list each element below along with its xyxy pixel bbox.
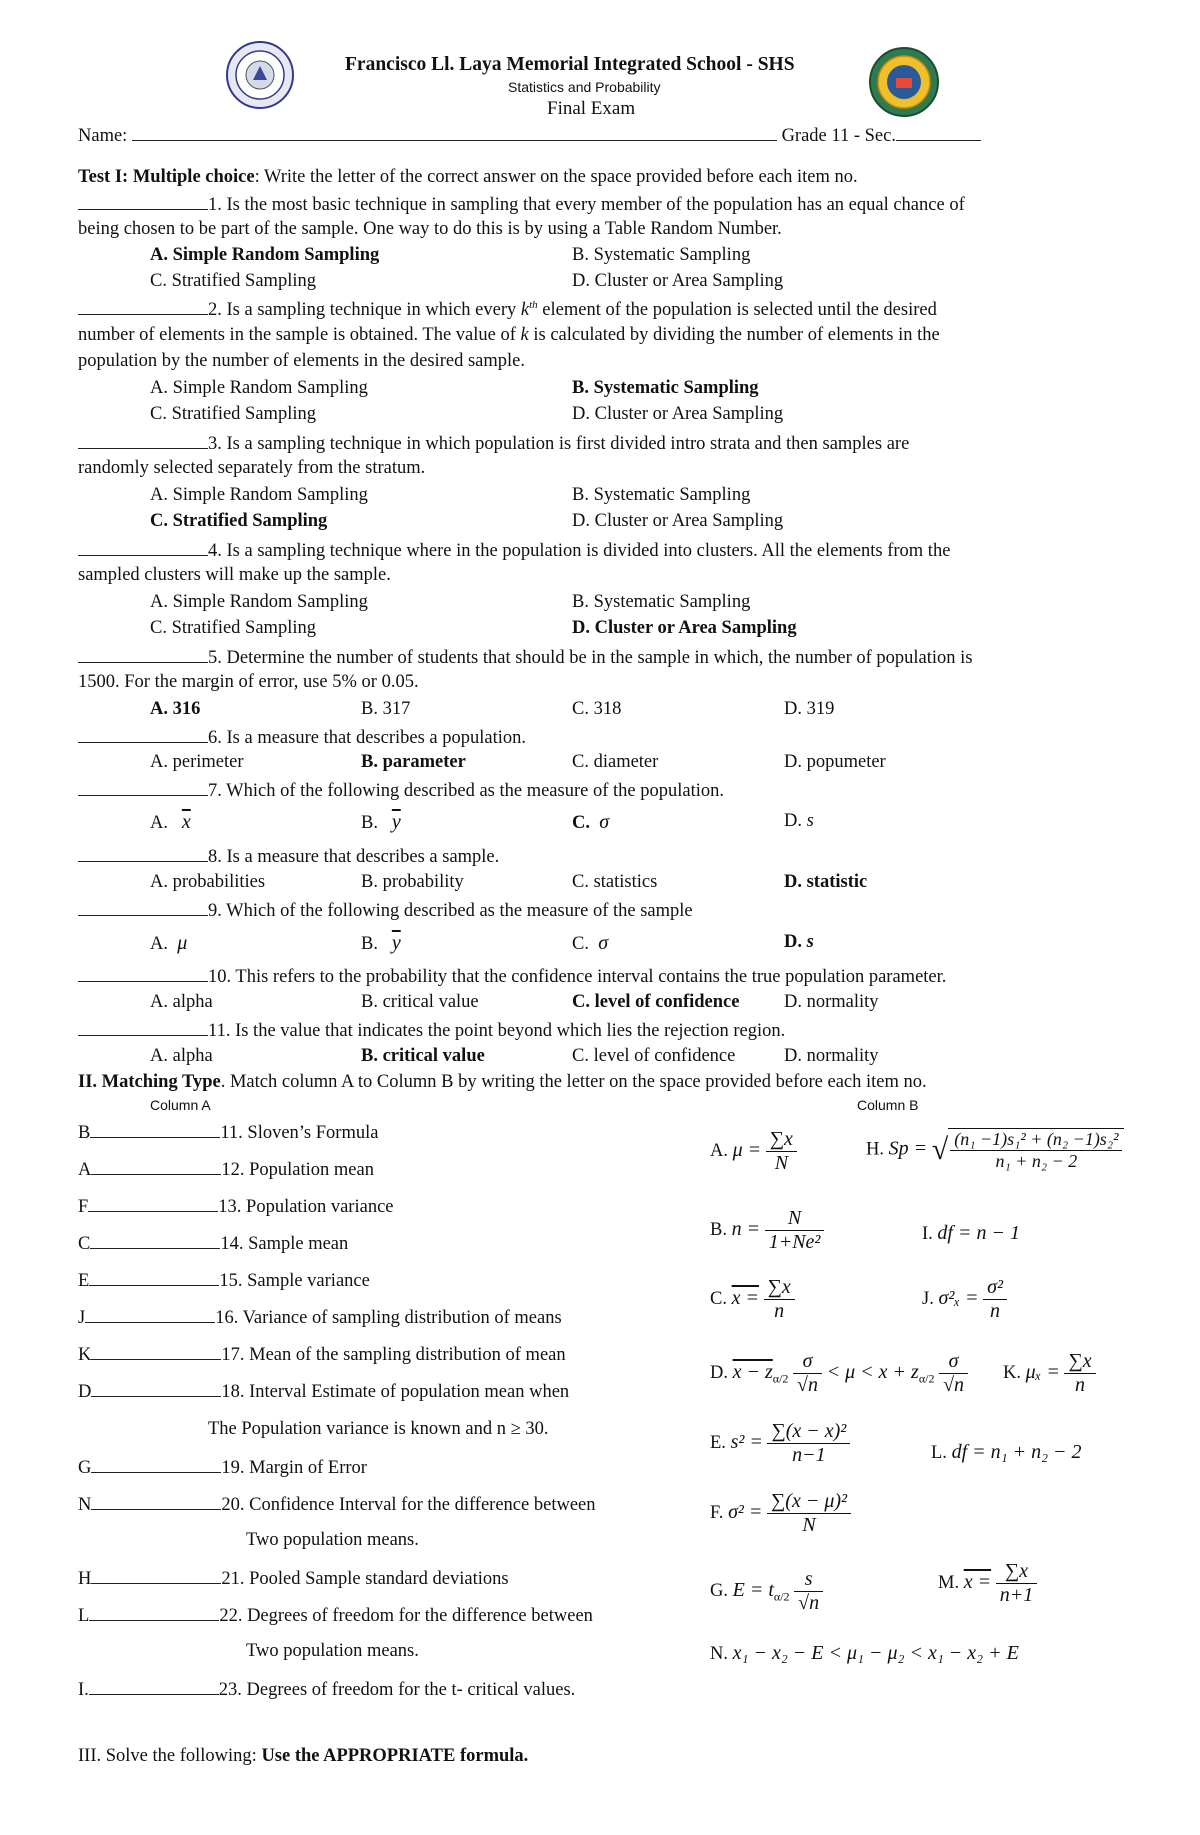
column-b-header: Column B <box>857 1097 919 1113</box>
answer-blank-3[interactable] <box>78 432 208 449</box>
test2-instruction: II. Matching Type. Match column A to Column B by writing the letter on the space provided before each item no. <box>78 1072 927 1092</box>
matching-answer: K <box>78 1345 92 1365</box>
q6-option-d: D. popumeter <box>784 752 886 772</box>
q7-option-b: B. $\overline{y}$ <box>361 811 401 833</box>
matching-blank[interactable] <box>89 1678 219 1695</box>
matching-answer: N <box>78 1495 92 1515</box>
question-2: 2. Is a sampling technique in which every $k^{th}$ element of the population is selected until the desired <box>78 298 937 321</box>
q7-option-c: C. σ <box>572 811 610 833</box>
matching-answer: I. <box>78 1680 89 1700</box>
matching-label: 20. Confidence Interval for the difference between <box>221 1495 596 1515</box>
question-8: 8. Is a measure that describes a sample. <box>78 845 499 868</box>
question-3-cont: randomly selected separately from the stratum. <box>78 458 426 478</box>
matching-item <box>78 1306 562 1329</box>
q7-option-d: D. s <box>784 811 814 831</box>
item-18-cont: The Population variance is known and n ≥ 30. <box>208 1419 549 1439</box>
answer-blank-10[interactable] <box>78 965 208 982</box>
q6-option-b: B. parameter <box>361 752 466 772</box>
answer-blank-1[interactable] <box>78 193 208 210</box>
matching-blank[interactable] <box>91 1493 221 1510</box>
matching-blank[interactable] <box>89 1269 219 1286</box>
matching-answer: H <box>78 1569 92 1589</box>
matching-item <box>78 1158 374 1181</box>
name-label: Name: <box>78 126 128 146</box>
answer-blank-8[interactable] <box>78 845 208 862</box>
q5-option-b: B. 317 <box>361 699 411 719</box>
q2-option-a: A. Simple Random Sampling <box>150 378 368 398</box>
q2-option-c: C. Stratified Sampling <box>150 404 316 424</box>
formula-h: H. Sp = √ $\frac{\text{(n₁ −1)s₁² + (n₂ −1)s₂²}}{\text{n₁ + n₂ − 2}}$ <box>866 1128 1124 1172</box>
q10-option-b: B. critical value <box>361 992 479 1012</box>
question-2-cont: number of elements in the sample is obtained. The value of k is calculated by dividing the number of elements in the <box>78 325 940 345</box>
answer-blank-6[interactable] <box>78 726 208 743</box>
q9-option-a: A. μ <box>150 932 188 954</box>
q9-option-d: D. s <box>784 932 814 952</box>
matching-label: 18. Interval Estimate of population mean when <box>221 1382 570 1402</box>
q5-option-c: C. 318 <box>572 699 622 719</box>
q5-option-a: A. 316 <box>150 699 201 719</box>
answer-blank-4[interactable] <box>78 539 208 556</box>
matching-label: 16. Variance of sampling distribution of means <box>215 1308 562 1328</box>
item-22-cont: Two population means. <box>246 1641 419 1661</box>
matching-answer: A <box>78 1160 92 1180</box>
answer-blank-2[interactable] <box>78 298 208 315</box>
matching-blank[interactable] <box>91 1380 221 1397</box>
matching-label: 14. Sample mean <box>220 1234 349 1254</box>
q11-option-c: C. level of confidence <box>572 1046 736 1066</box>
question-5-cont: 1500. For the margin of error, use 5% or 0.05. <box>78 672 419 692</box>
question-10: 10. This refers to the probability that the confidence interval contains the true population parameter. <box>78 965 946 988</box>
formula-n: N. x₁ − x₂ − E < μ₁ − μ₂ < x₁ − x₂ + E <box>710 1642 1019 1664</box>
matching-answer: G <box>78 1458 92 1478</box>
matching-item <box>78 1232 348 1255</box>
answer-blank-7[interactable] <box>78 779 208 796</box>
matching-blank[interactable] <box>91 1343 221 1360</box>
name-field[interactable] <box>132 124 777 141</box>
matching-answer: F <box>78 1197 89 1217</box>
matching-item <box>78 1456 367 1479</box>
q8-option-b: B. probability <box>361 872 464 892</box>
q3-option-b: B. Systematic Sampling <box>572 485 751 505</box>
name-row <box>78 124 981 147</box>
formula-g: G. $E = t_{\alpha/2}$ $\frac{s}{√n}$ <box>710 1568 823 1615</box>
matching-answer: D <box>78 1382 92 1402</box>
matching-label: 17. Mean of the sampling distribution of mean <box>221 1345 566 1365</box>
q4-option-d: D. Cluster or Area Sampling <box>572 618 797 638</box>
formula-m: M. x = $\frac{\sum x}{n+1}$ <box>938 1560 1037 1607</box>
matching-item <box>78 1493 596 1516</box>
question-3: 3. Is a sampling technique in which population is first divided intro strata and then samples are <box>78 432 909 455</box>
matching-item <box>78 1269 370 1292</box>
q6-option-c: C. diameter <box>572 752 659 772</box>
q1-option-c: C. Stratified Sampling <box>150 271 316 291</box>
matching-label: 22. Degrees of freedom for the difference between <box>219 1606 593 1626</box>
q4-option-c: C. Stratified Sampling <box>150 618 316 638</box>
formula-f: F. σ² = $\frac{\text{∑(x − μ)²}}{N}$ <box>710 1490 851 1537</box>
matching-item <box>78 1121 378 1144</box>
column-a-header: Column A <box>150 1097 211 1113</box>
matching-label: 19. Margin of Error <box>221 1458 367 1478</box>
formula-i: I. df = n − 1 <box>922 1222 1020 1244</box>
q3-option-a: A. Simple Random Sampling <box>150 485 368 505</box>
q10-option-a: A. alpha <box>150 992 213 1012</box>
deped-seal-icon <box>225 40 295 110</box>
formula-k: K. μₓ = $\frac{\sum x}{n}$ <box>1003 1350 1096 1397</box>
matching-blank[interactable] <box>91 1158 221 1175</box>
matching-answer: E <box>78 1271 90 1291</box>
matching-item <box>78 1604 593 1627</box>
q2-option-b: B. Systematic Sampling <box>572 378 759 398</box>
matching-blank[interactable] <box>85 1306 215 1323</box>
q11-option-b: B. critical value <box>361 1046 485 1066</box>
school-name: Francisco Ll. Laya Memorial Integrated School - SHS <box>345 54 795 75</box>
q7-option-a: A. $\overline{x}$ <box>150 811 191 833</box>
matching-blank[interactable] <box>90 1232 220 1249</box>
q4-option-a: A. Simple Random Sampling <box>150 592 368 612</box>
question-1-cont: being chosen to be part of the sample. One way to do this is by using a Table Random Number. <box>78 219 782 239</box>
formula-e: E. s² = $\frac{\text{∑(x − x)²}}{n-1}$ <box>710 1420 850 1467</box>
q10-option-d: D. normality <box>784 992 879 1012</box>
matching-item <box>78 1343 566 1366</box>
question-4: 4. Is a sampling technique where in the population is divided into clusters. All the elements from the <box>78 539 950 562</box>
question-11: 11. Is the value that indicates the point beyond which lies the rejection region. <box>78 1019 785 1042</box>
matching-label: 11. Sloven’s Formula <box>220 1123 379 1143</box>
matching-answer: C <box>78 1234 91 1254</box>
test3-instruction: III. Solve the following: Use the APPROPRIATE formula. <box>78 1746 529 1766</box>
item-20-cont: Two population means. <box>246 1530 419 1550</box>
matching-label: 13. Population variance <box>218 1197 394 1217</box>
matching-answer: J <box>78 1308 86 1328</box>
matching-item <box>78 1380 569 1403</box>
question-2-cont2: population by the number of elements in the desired sample. <box>78 351 525 371</box>
answer-blank-11[interactable] <box>78 1019 208 1036</box>
matching-blank[interactable] <box>91 1456 221 1473</box>
q8-option-d: D. statistic <box>784 872 868 892</box>
q9-option-b: B. $\overline{y}$ <box>361 932 401 954</box>
q3-option-c: C. Stratified Sampling <box>150 511 328 531</box>
q1-option-d: D. Cluster or Area Sampling <box>572 271 784 291</box>
section-field[interactable] <box>896 124 981 141</box>
question-5: 5. Determine the number of students that should be in the sample in which, the number of population is <box>78 646 973 669</box>
q4-option-b: B. Systematic Sampling <box>572 592 751 612</box>
formula-a: A. μ = $\frac{\sum x}{N}$ <box>710 1128 797 1175</box>
q11-option-a: A. alpha <box>150 1046 213 1066</box>
formula-l: L. df = n₁ + n₂ − 2 <box>931 1441 1082 1463</box>
q8-option-a: A. probabilities <box>150 872 266 892</box>
q8-option-c: C. statistics <box>572 872 658 892</box>
question-9: 9. Which of the following described as the measure of the sample <box>78 899 693 922</box>
matching-item <box>78 1567 509 1590</box>
matching-blank[interactable] <box>89 1604 219 1621</box>
question-7: 7. Which of the following described as the measure of the population. <box>78 779 724 802</box>
matching-answer: L <box>78 1606 90 1626</box>
formula-d: D. $x - z_{\alpha/2}$ $\frac{\sigma}{√n}$ < $\mu < x + z_{\alpha/2}$ $\frac{\sigma}{√n}$ <box>710 1350 968 1397</box>
matching-blank[interactable] <box>88 1195 218 1212</box>
q11-option-d: D. normality <box>784 1046 879 1066</box>
school-seal-icon <box>868 46 940 118</box>
subject-title: Statistics and Probability <box>508 79 661 95</box>
matching-label: 15. Sample variance <box>219 1271 370 1291</box>
matching-label: 21. Pooled Sample standard deviations <box>221 1569 509 1589</box>
q6-option-a: A. perimeter <box>150 752 244 772</box>
matching-item <box>78 1195 394 1218</box>
matching-answer: B <box>78 1123 91 1143</box>
test1-instruction: Test I: Multiple choice: Write the letter of the correct answer on the space provided before each item no. <box>78 167 858 187</box>
grade-label: Grade 11 - Sec. <box>781 126 896 146</box>
q1-option-b: B. Systematic Sampling <box>572 245 751 265</box>
q2-option-d: D. Cluster or Area Sampling <box>572 404 784 424</box>
matching-blank[interactable] <box>91 1567 221 1584</box>
q5-option-d: D. 319 <box>784 699 835 719</box>
q1-option-a: A. Simple Random Sampling <box>150 245 380 265</box>
question-4-cont: sampled clusters will make up the sample. <box>78 565 391 585</box>
matching-label: 23. Degrees of freedom for the t- critical values. <box>218 1680 576 1700</box>
exam-title: Final Exam <box>547 98 636 119</box>
q3-option-d: D. Cluster or Area Sampling <box>572 511 784 531</box>
q9-option-c: C. σ <box>572 932 609 954</box>
matching-blank[interactable] <box>90 1121 220 1138</box>
formula-b: B. n = $\frac{N}{\text{1+Ne²}}$ <box>710 1207 824 1254</box>
question-1: 1. Is the most basic technique in sampling that every member of the population has an equal chance of <box>78 193 965 216</box>
q10-option-c: C. level of confidence <box>572 992 740 1012</box>
matching-item <box>78 1678 575 1701</box>
answer-blank-5[interactable] <box>78 646 208 663</box>
formula-j: J. σ²ₓ = $\frac{\text{σ²}}{n}$ <box>922 1276 1007 1323</box>
matching-label: 12. Population mean <box>221 1160 374 1180</box>
question-6: 6. Is a measure that describes a population. <box>78 726 526 749</box>
answer-blank-9[interactable] <box>78 899 208 916</box>
formula-c: C. x = $\frac{\sum x}{n}$ <box>710 1276 795 1323</box>
